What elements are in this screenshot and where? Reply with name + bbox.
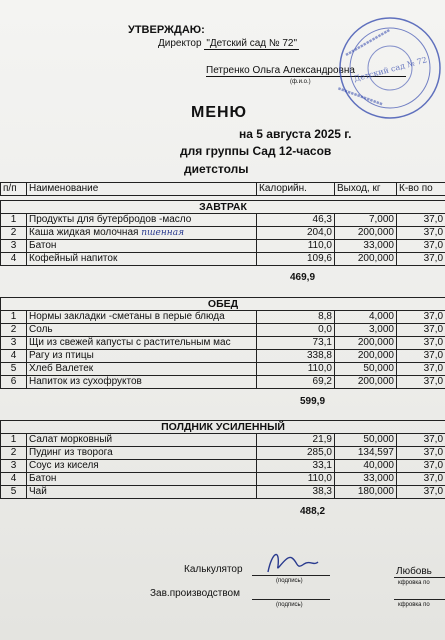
- decode-caption: кфровка по: [398, 580, 430, 586]
- table-row: 5 Чай 38,3 180,000 37,0: [1, 486, 445, 499]
- table-row: 3 Соус из киселя 33,1 40,000 37,0: [1, 460, 445, 473]
- director-line: [158, 38, 299, 49]
- col-count: К-во по: [397, 183, 445, 196]
- col-name: Наименование: [27, 183, 257, 196]
- col-num: п/п: [1, 183, 27, 196]
- approve-label: УТВЕРЖДАЮ:: [128, 24, 205, 36]
- table-row: 2 Соль 0,0 3,000 37,0: [1, 324, 445, 337]
- table-row: 1 Салат морковный 21,9 50,000 37,0: [1, 434, 445, 447]
- calc-label: Калькулятор: [184, 564, 243, 575]
- sign-caption-2: (подпись): [276, 602, 303, 608]
- lunch-total: 599,9: [300, 396, 326, 407]
- svg-text:Детский сад № 72: Детский сад № 72: [352, 55, 428, 84]
- menu-diet: диетстолы: [184, 162, 249, 176]
- table-row: 2 Каша жидкая молочная пшенная 204,0 200,000 37,0: [1, 227, 445, 240]
- table-row: 4 Рагу из птицы 338,8 200,000 37,0: [1, 350, 445, 363]
- section-title: ОБЕД: [1, 298, 445, 311]
- calc-name-line: [394, 577, 445, 578]
- org-name: "Детский сад № 72": [206, 38, 298, 49]
- table-row: 3 Батон 110,0 33,000 37,0: [1, 240, 445, 253]
- table-row: 5 Хлеб Валетек 110,0 50,000 37,0: [1, 363, 445, 376]
- table-row: 4 Батон 110,0 33,000 37,0: [1, 473, 445, 486]
- handwritten-note: пшенная: [141, 228, 185, 238]
- fio-caption: (ф.и.о.): [290, 79, 311, 85]
- section-title: ЗАВТРАК: [1, 201, 445, 214]
- table-row: 6 Напиток из сухофруктов 69,2 200,000 37,0: [1, 376, 445, 389]
- table-row: 1 Нормы закладки -сметаны в перые блюда 8,8 4,000 37,0: [1, 311, 445, 324]
- menu-title: МЕНЮ: [191, 104, 248, 121]
- round-stamp: [338, 16, 442, 120]
- col-cal: Калорийн.: [257, 183, 335, 196]
- col-yield: Выход, кг: [335, 183, 397, 196]
- prod-name-line: [394, 599, 445, 600]
- table-header: [0, 182, 445, 196]
- table-row: 2 Пудинг из творога 285,0 134,597 37,0: [1, 447, 445, 460]
- director-label: Директор: [158, 38, 202, 49]
- section-title: ПОЛДНИК УСИЛЕННЫЙ: [1, 421, 445, 434]
- decode-caption-2: кфровка по: [398, 602, 430, 608]
- table-row: 4 Кофейный напиток 109,6 200,000 37,0: [1, 253, 445, 266]
- signature-mark: [262, 544, 322, 578]
- lunch-table: [0, 297, 445, 389]
- calc-name: Любовь: [396, 566, 432, 577]
- table-row: 3 Щи из свежей капусты с растительным мас 73,1 200,000 37,0: [1, 337, 445, 350]
- sign-caption: (подпись): [276, 578, 303, 584]
- prod-label: Зав.производством: [150, 588, 240, 599]
- svg-text:▪▪▪▪▪▪▪▪▪▪▪▪▪▪▪: ▪▪▪▪▪▪▪▪▪▪▪▪▪▪▪: [344, 27, 392, 59]
- snack-table: [0, 420, 445, 499]
- snack-total: 488,2: [300, 506, 326, 517]
- director-name: Петренко Ольга Александровна: [206, 65, 406, 77]
- breakfast-total: 469,9: [290, 272, 316, 283]
- svg-text:▪▪▪▪▪▪▪▪▪▪▪▪▪▪: ▪▪▪▪▪▪▪▪▪▪▪▪▪▪: [338, 85, 384, 108]
- menu-group: для группы Сад 12-часов: [180, 144, 332, 158]
- breakfast-table: [0, 200, 445, 266]
- prod-sign-line: [252, 599, 330, 600]
- table-row: 1 Продукты для бутербродов -масло 46,3 7,000 37,0: [1, 214, 445, 227]
- menu-date: на 5 августа 2025 г.: [239, 127, 352, 141]
